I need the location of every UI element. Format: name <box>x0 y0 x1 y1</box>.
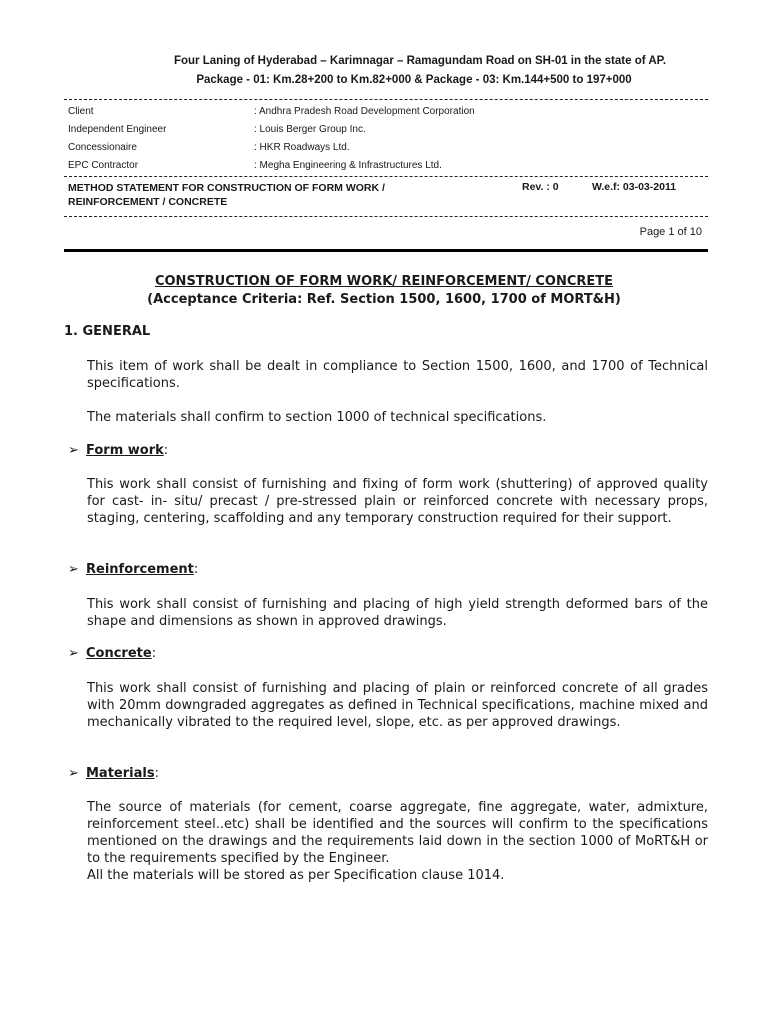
header-divider <box>64 99 708 100</box>
concrete-paragraph: This work shall consist of furnishing and placing of plain or reinforced concrete of all grades with 20mm downgraded aggregates as defined in Technical specifications, machine mixed and mechanically vibrated to the required level, slope, etc. as per approved drawings. <box>87 681 708 730</box>
main-title <box>0 273 768 309</box>
effective-date: W.e.f: 03-03-2011 <box>592 181 677 193</box>
reinforcement-paragraph: This work shall consist of furnishing and placing of high yield strength deformed bars of the shape and dimensions as shown in approved drawings. <box>87 597 708 629</box>
main-title-line1: CONSTRUCTION OF FORM WORK/ REINFORCEMENT/ CONCRETE <box>154 274 614 289</box>
subheading-colon: : <box>193 562 199 577</box>
meta-value: : Louis Berger Group Inc. <box>254 124 366 135</box>
meta-value: : HKR Roadways Ltd. <box>254 142 350 153</box>
general-paragraph-1: This item of work shall be dealt in compliance to Section 1500, 1600, and 1700 of Technical specifications. <box>87 359 708 391</box>
materials-text: The source of materials (for cement, coarse aggregate, fine aggregate, water, admixture, reinforcement steel..etc) shall be identified and the sources will confirm to the specifications mentioned on the drawings and the requirements laid down in the section 1000 of MoRT&H or to the requirements specified by the Engineer. <box>87 800 708 866</box>
bullet-arrow-icon: ➢ <box>68 562 79 577</box>
method-divider <box>64 216 708 217</box>
meta-divider <box>64 176 708 177</box>
method-statement-title <box>68 181 488 209</box>
meta-key: EPC Contractor <box>68 160 139 171</box>
project-title: Four Laning of Hyderabad – Karimnagar – Ramagundam Road on SH-01 in the state of AP. <box>173 55 667 67</box>
subheading-label: Reinforcement <box>86 562 194 577</box>
subheading-label: Materials <box>86 766 155 781</box>
meta-value: : Megha Engineering & Infrastructures Ltd. <box>254 160 442 171</box>
general-paragraph-2: The materials shall confirm to section 1000 of technical specifications. <box>87 410 547 425</box>
subheading-materials <box>68 766 159 781</box>
bullet-arrow-icon: ➢ <box>68 646 79 661</box>
subheading-colon: : <box>154 766 159 781</box>
subheading-label: Concrete <box>86 646 152 661</box>
bullet-arrow-icon: ➢ <box>68 766 79 781</box>
main-title-line2: (Acceptance Criteria: Ref. Section 1500, 1600, 1700 of MORT&H) <box>147 292 621 307</box>
meta-key: Independent Engineer <box>68 124 167 135</box>
meta-row-independent-engineer <box>68 121 475 139</box>
project-meta-table <box>68 103 475 175</box>
subheading-label: Form work <box>86 443 164 458</box>
revision-number: Rev. : 0 <box>522 181 559 193</box>
bullet-arrow-icon: ➢ <box>68 443 79 458</box>
meta-row-concessionaire <box>68 139 475 157</box>
subheading-colon: : <box>151 646 157 661</box>
meta-key: Client <box>68 106 94 117</box>
meta-row-client <box>68 103 475 121</box>
subheading-concrete <box>68 646 156 661</box>
section-heading-general: 1. GENERAL <box>64 324 151 339</box>
subheading-colon: : <box>163 443 169 458</box>
document-header <box>0 52 768 90</box>
meta-value: : Andhra Pradesh Road Development Corporation <box>254 106 475 117</box>
method-title-line2: REINFORCEMENT / CONCRETE <box>68 196 228 208</box>
method-title-line1: METHOD STATEMENT FOR CONSTRUCTION OF FORM WORK / <box>68 182 385 194</box>
meta-key: Concessionaire <box>68 142 137 153</box>
subheading-form-work <box>68 443 168 458</box>
meta-row-epc-contractor <box>68 157 475 175</box>
page-number: Page 1 of 10 <box>639 226 702 238</box>
package-info: Package - 01: Km.28+200 to Km.82+000 & Package - 03: Km.144+500 to 197+000 <box>196 74 632 86</box>
form-work-paragraph: This work shall consist of furnishing and fixing of form work (shuttering) of approved quality for cast- in- situ/ precast / pre-stressed plain or reinforced concrete with necessary props, staging, centering, scaffolding and any temporary construction required for their support. <box>87 477 708 526</box>
materials-paragraph <box>87 799 708 884</box>
materials-storage-text: All the materials will be stored as per Specification clause 1014. <box>87 868 505 883</box>
subheading-reinforcement <box>68 562 198 577</box>
header-thick-rule <box>64 249 708 252</box>
